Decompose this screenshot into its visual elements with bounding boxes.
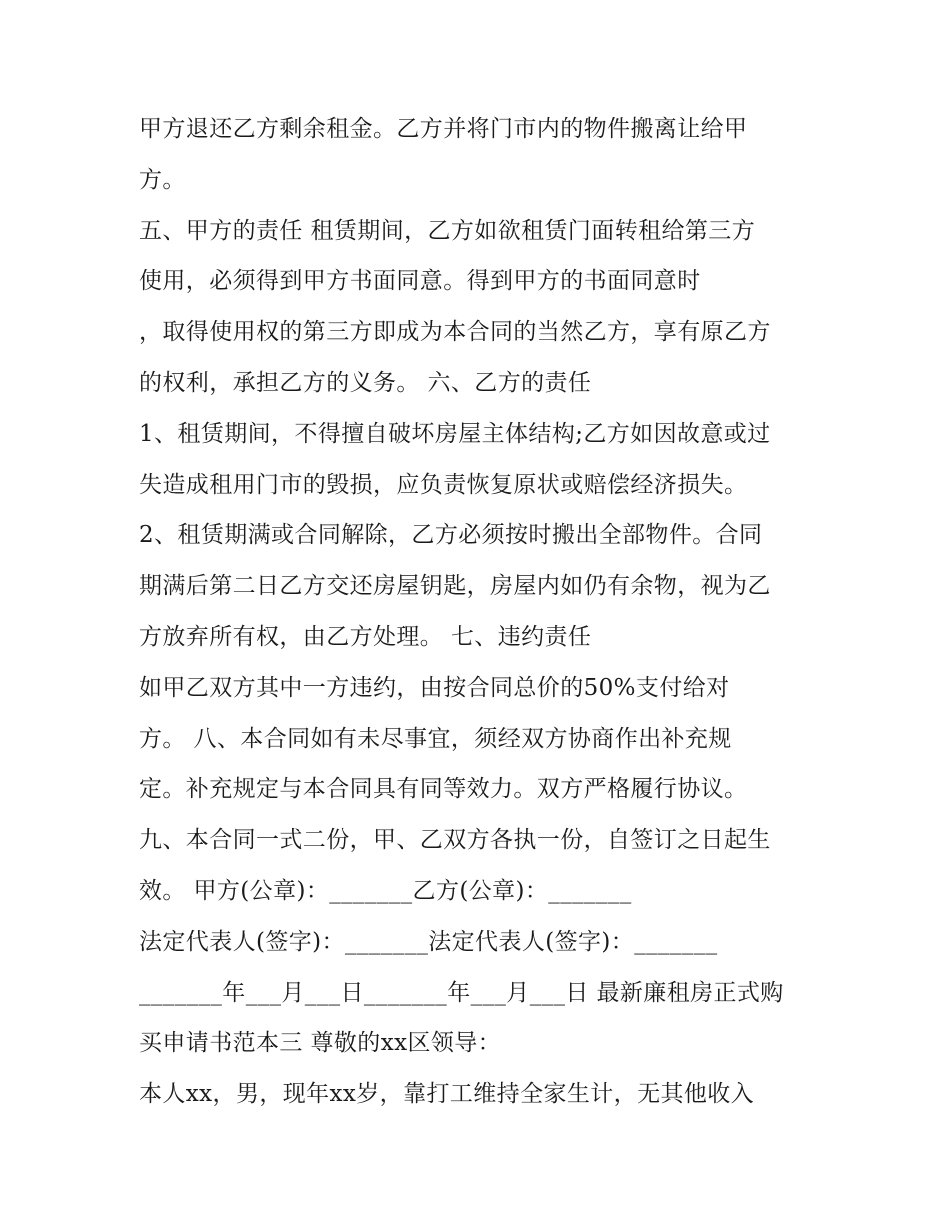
text-line: 买申请书范本三 尊敬的xx区领导： [139, 1030, 502, 1057]
text-line: 期满后第二日乙方交还房屋钥匙，房屋内如仍有余物，视为乙 [139, 573, 771, 600]
document-body [139, 104, 829, 1120]
text-line: 失造成租用门市的毁损，应负责恢复原状或赔偿经济损失。 [139, 471, 748, 498]
signature-line: 法定代表人(签字)：_______法定代表人(签字)：_______ [139, 928, 718, 955]
text-line: 使用，必须得到甲方书面同意。得到甲方的书面同意时 [139, 268, 701, 295]
text-line: 1、租赁期间，不得擅自破坏房屋主体结构;乙方如因故意或过 [139, 420, 771, 447]
text-line: 方放弃所有权，由乙方处理。 七、违约责任 [139, 623, 592, 650]
text-line: 如甲乙双方其中一方违约，由按合同总价的50%支付给对 [139, 674, 730, 701]
text-line: 2、租赁期满或合同解除，乙方必须按时搬出全部物件。合同 [139, 522, 763, 549]
text-line: 五、甲方的责任 租赁期间，乙方如欲租赁门面转租给第三方 [139, 217, 756, 244]
text-line: 方。 八、本合同如有未尽事宜，须经双方协商作出补充规 [139, 725, 732, 752]
signature-line: 效。 甲方(公章)：_______乙方(公章)：_______ [139, 877, 632, 904]
text-line: 的权利，承担乙方的义务。 六、乙方的责任 [139, 369, 592, 396]
text-line: 九、本合同一式二份，甲、乙双方各执一份，自签订之日起生 [139, 827, 771, 854]
text-line: ，取得使用权的第三方即成为本合同的当然乙方，享有原乙方 [139, 319, 771, 346]
text-line: 本人xx，男，现年xx岁，靠打工维持全家生计，无其他收入 [139, 1081, 755, 1108]
text-line: 定。补充规定与本合同具有同等效力。双方严格履行协议。 [139, 776, 748, 803]
text-line: 方。 [139, 166, 186, 193]
date-line: _______年___月___日_______年___月___日 最新廉租房正式购 [139, 979, 784, 1006]
text-line: 甲方退还乙方剩余租金。乙方并将门市内的物件搬离让给甲 [139, 116, 748, 142]
